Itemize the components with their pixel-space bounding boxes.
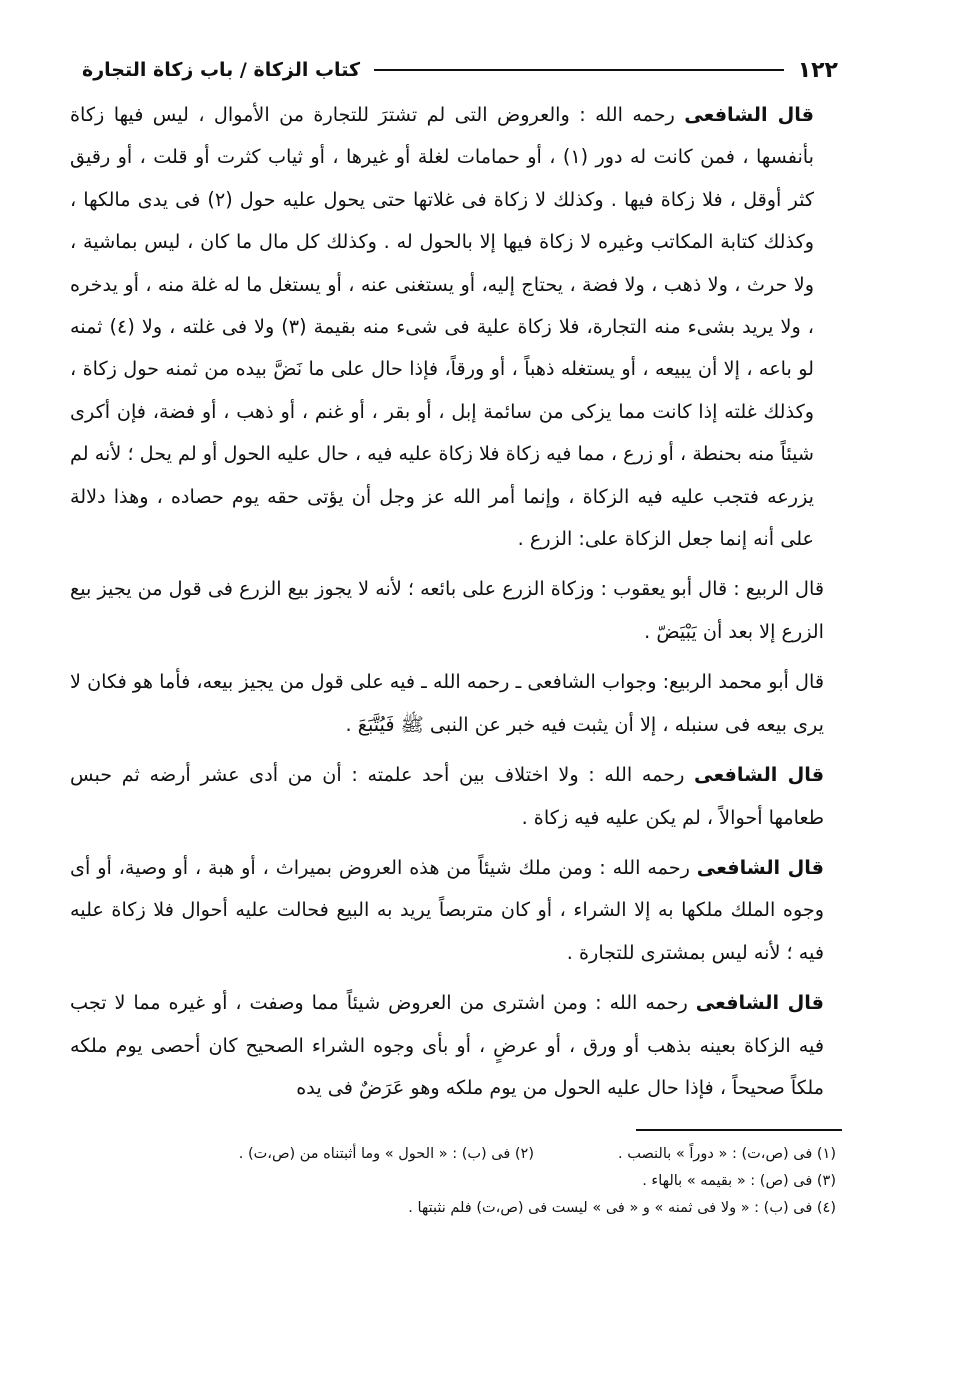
paragraph-text: رحمه الله : ومن ملك شيئاً من هذه العروض بميراث ، أو هبة ، أو وصية، أو أى وجوه الملك ملكها به إلا الشراء ، أو كان متربصاً يريد به البيع فحالت عليه أحوال فلا زكاة عليه فيه ؛ لأنه ليس بمشترى للتجارة . <box>70 855 824 964</box>
footnote-4: (٤) فى (ب) : « ولا فى ثمنه » و « فى » ليست فى (ص،ت) فلم نثبتها . <box>408 1200 836 1217</box>
footnote-3: (٣) فى (ص) : « بقيمه » بالهاء . <box>642 1173 836 1190</box>
body-text <box>70 94 842 1109</box>
paragraph <box>70 661 842 746</box>
header-rule <box>374 69 784 71</box>
speaker-label: قال الشافعى <box>695 991 824 1015</box>
footnotes <box>70 1141 842 1222</box>
footnote-row <box>70 1141 836 1168</box>
footnote-rule <box>636 1129 842 1131</box>
paragraph <box>70 568 842 653</box>
footnote-1: (١) فى (ص،ت) : « دوراً » بالنصب . <box>618 1146 836 1163</box>
footnote-row <box>70 1168 836 1195</box>
paragraph <box>70 754 842 839</box>
running-title: كتاب الزكاة / باب زكاة التجارة <box>82 59 360 81</box>
paragraph <box>70 94 842 560</box>
paragraph <box>70 982 842 1109</box>
footnote-row <box>70 1195 836 1222</box>
paragraph <box>70 847 842 974</box>
paragraph-text: رحمه الله : ومن اشترى من العروض شيئاً مما وصفت ، أو غيره مما لا تجب فيه الزكاة بعينه بذهب أو ورق ، أو عرضٍ ، أو بأى وجوه الشراء الصحيح كان أحصى يوم ملكه ملكاً صحيحاً ، فإذا حال عليه الحول من يوم ملكه وهو عَرَضٌ فى يده <box>70 991 824 1099</box>
paragraph-text: قال أبو محمد الربيع: وجواب الشافعى ـ رحمه الله ـ فيه على قول من يجيز بيعه، فأما هو فكان لا يرى بيعه فى سنبله ، إلا أن يثبت فيه خبر عن النبى ﷺ فَيُتَّبَعَ . <box>70 670 824 736</box>
speaker-label: قال الشافعى <box>684 103 814 126</box>
book-page <box>70 48 842 1348</box>
speaker-label: قال الشافعى <box>694 763 825 787</box>
page-header <box>70 48 842 92</box>
paragraph-text: رحمه الله : ولا اختلاف بين أحد علمته : أن من أدى عشر أرضه ثم حبس طعامها أحوالاً ، لم يكن عليه فيه زكاة . <box>70 763 824 829</box>
speaker-label: قال الشافعى <box>696 855 824 879</box>
paragraph-text: قال الربيع : قال أبو يعقوب : وزكاة الزرع على بائعه ؛ لأنه لا يجوز بيع الزرع فى قول من يجيز بيع الزرع إلا بعد أن يَبْيَضّ . <box>70 577 824 643</box>
footnote-2: (٢) فى (ب) : « الحول » وما أثبتناه من (ص،ت) . <box>238 1146 535 1163</box>
page-number: ١٢٢ <box>797 57 838 83</box>
paragraph-text: رحمه الله : والعروض التى لم تشترَ للتجارة من الأموال ، ليس فيها زكاة بأنفسها ، فمن كانت له دور (١) ، أو حمامات لغلة أو غيرها ، أو ثياب كثرت أو قلت ، أو رقيق كثر أوقل ، فلا زكاة فيها . وكذلك لا زكاة فى غلاتها حتى يحول عليه حول (٢) فى يدى مالكها ، وكذلك كتابة المكاتب وغيره لا زكاة فيها إلا بالحول له . وكذلك كل مال ما كان ، ليس بماشية ، ولا حرث ، ولا ذهب ، ولا فضة ، يحتاج إليه، أو يستغنى عنه ، أو يستغل ما له غلة منه ، أو يدخره ، ولا يريد بشىء منه التجارة، فلا زكاة علية فى شىء منه بقيمة (٣) ولا فى غلته ، ولا (٤) ثمنه لو باعه ، إلا أن يبيعه ، أو يستغله ذهباً ، أو ورقاً، فإذا حال على ما نَضَّ بيده من ثمنه حول زكاة ، وكذلك غلته إذا كانت مما يزكى من سائمة إبل ، أو بقر ، أو غنم ، أو ذهب ، أو فضة، فإن أكرى شيئاً منه بحنطة ، أو زرع ، مما فيه زكاة فلا زكاة عليه فيه ، حال عليه الحول أو لم يحل ؛ لأنه لم يزرعه فتجب عليه فيه الزكاة ، وإنما أمر الله عز وجل أن يؤتى حقه يوم حصاده ، وهذا دلالة على أنه إنما جعل الزكاة على: الزرع . <box>70 103 814 551</box>
